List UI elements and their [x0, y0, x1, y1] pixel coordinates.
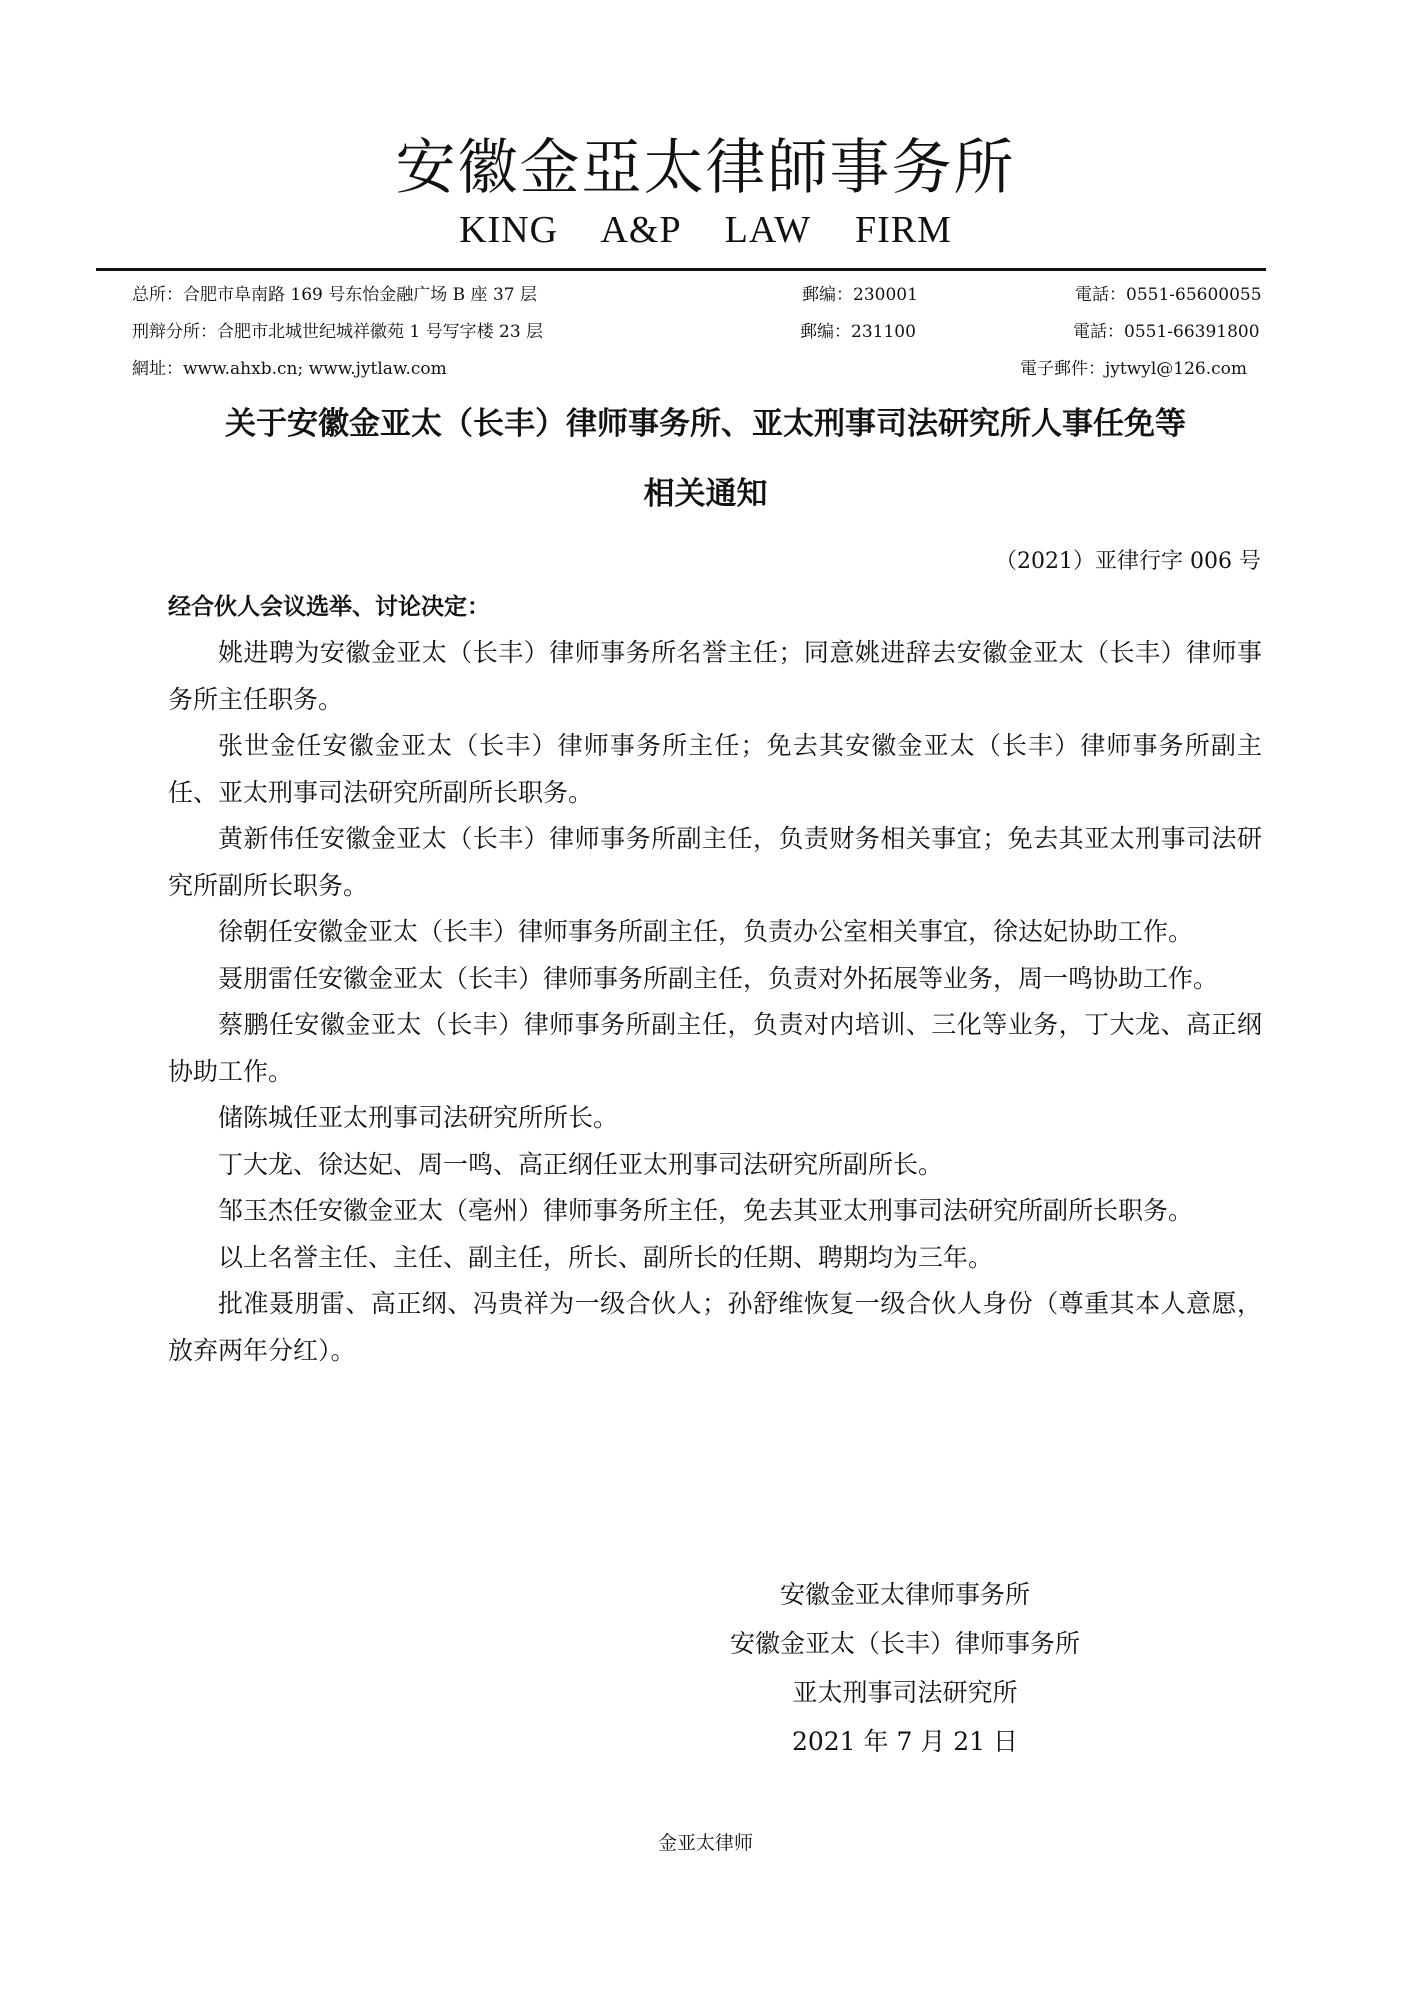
firm-name-english: KING A&P LAW FIRM: [459, 209, 952, 251]
hq-postcode: 郵编：230001: [802, 285, 918, 305]
branch-phone: 電話：0551-66391800: [1073, 322, 1260, 342]
paragraph: 张世金任安徽金亚太（长丰）律师事务所主任；免去其安徽金亚太（长丰）律师事务所副主任、亚太刑事司法研究所副所长职务。: [168, 731, 1262, 807]
document-title-line-2: 相关通知: [643, 476, 768, 512]
branch-address: 刑辩分所：合肥市北城世纪城祥徽苑 1 号写字楼 23 层: [132, 322, 544, 342]
hq-address: 总所：合肥市阜南路 169 号东怡金融广场 B 座 37 层: [132, 285, 537, 305]
paragraph: 批准聂朋雷、高正纲、冯贵祥为一级合伙人；孙舒维恢复一级合伙人身份（尊重其本人意愿，放弃两年分红）。: [168, 1289, 1262, 1365]
header-divider: [96, 268, 1266, 271]
hq-phone: 電話：0551-65600055: [1075, 285, 1262, 305]
signatory-institute: 亚太刑事司法研究所: [792, 1678, 1018, 1707]
paragraph: 蔡鹏任安徽金亚太（长丰）律师事务所副主任，负责对内培训、三化等业务，丁大龙、高正纲协助工作。: [168, 1010, 1262, 1086]
signatory-firm: 安徽金亚太律师事务所: [779, 1580, 1030, 1609]
decision-intro: 经合伙人会议选举、讨论决定：: [168, 594, 490, 620]
paragraph: 姚进聘为安徽金亚太（长丰）律师事务所名誉主任；同意姚进辞去安徽金亚太（长丰）律师事务所主任职务。: [168, 638, 1262, 714]
paragraph: 储陈城任亚太刑事司法研究所所长。: [218, 1103, 619, 1132]
email: 電子郵件：jytwyl@126.com: [1020, 359, 1248, 379]
decision-body: [168, 630, 1262, 1374]
website: 網址：www.ahxb.cn; www.jytlaw.com: [132, 359, 447, 379]
signature-block: [650, 1570, 1160, 1766]
signatory-branch-firm: 安徽金亚太（长丰）律师事务所: [729, 1629, 1080, 1658]
branch-postcode: 郵编：231100: [800, 322, 916, 342]
paragraph: 邹玉杰任安徽金亚太（亳州）律师事务所主任，免去其亚太刑事司法研究所副所长职务。: [218, 1196, 1194, 1225]
document-title-line-1: 关于安徽金亚太（长丰）律师事务所、亚太刑事司法研究所人事任免等: [225, 406, 1186, 442]
paragraph: 聂朋雷任安徽金亚太（长丰）律师事务所副主任，负责对外拓展等业务，周一鸣协助工作。: [218, 963, 1219, 993]
page-footer: 金亚太律师: [657, 1832, 753, 1854]
paragraph: 黄新伟任安徽金亚太（长丰）律师事务所副主任，负责财务相关事宜；免去其亚太刑事司法研究所副所长职务。: [168, 824, 1262, 900]
firm-name-chinese: 安徽金亞太律師事务所: [395, 133, 1016, 203]
paragraph: 徐朝任安徽金亚太（长丰）律师事务所副主任，负责办公室相关事宜，徐达妃协助工作。: [218, 917, 1194, 946]
paragraph: 以上名誉主任、主任、副主任，所长、副所长的任期、聘期均为三年。: [218, 1242, 994, 1272]
paragraph: 丁大龙、徐达妃、周一鸣、高正纲任亚太刑事司法研究所副所长。: [218, 1149, 944, 1179]
document-number: （2021）亚律行字 006 号: [995, 549, 1261, 574]
signature-date: 2021 年 7 月 21 日: [791, 1727, 1019, 1756]
